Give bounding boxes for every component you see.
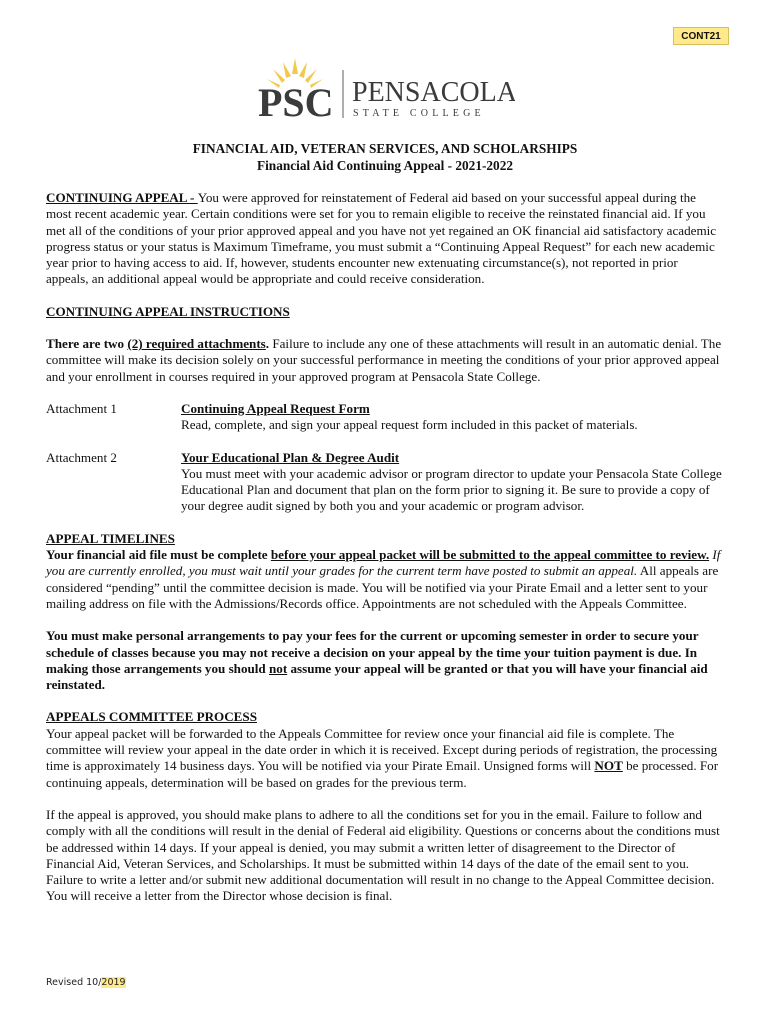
process-paragraph	[46, 726, 722, 791]
attachment-desc: Read, complete, and sign your appeal request form included in this packet of materials.	[181, 417, 638, 433]
instructions-lead-c: .	[265, 336, 270, 352]
timelines-paragraph	[46, 547, 722, 612]
document-body	[46, 190, 722, 905]
logo-subtitle: STATE COLLEGE	[353, 108, 485, 119]
intro-heading: CONTINUING APPEAL -	[46, 190, 198, 205]
arrangements-a: You must make personal arrangements to pay your fees for the current or upcoming semester in order to secure your schedule of classes because you may not receive a decision on your appeal by the time your tuition payment is due. In making those arrangements you should	[46, 628, 699, 676]
sun-icon	[255, 56, 515, 122]
instructions-paragraph	[46, 336, 722, 385]
process-not: NOT	[594, 758, 623, 774]
document-title	[0, 140, 770, 174]
intro-paragraph	[46, 190, 722, 288]
title-line-1: FINANCIAL AID, VETERAN SERVICES, AND SCHOLARSHIPS	[192, 141, 578, 156]
attachment-title: Your Educational Plan & Degree Audit	[181, 449, 400, 465]
timelines-italic: If you are currently enrolled, you must wait until your grades for the current term have posted to submit an appeal.	[46, 547, 721, 579]
timelines-text: All appeals are considered “pending” until the committee decision is made. You will be notified via your Pirate Email and a letter sent to your mailing address on file with the Admissions/Records office. Appointments are not scheduled with the Appeals Committee.	[46, 563, 719, 611]
title-line-2: Financial Aid Continuing Appeal - 2021-2022	[256, 158, 514, 173]
attachment-label: Attachment 1	[46, 400, 117, 416]
intro-text: You were approved for reinstatement of Federal aid based on your successful appeal during the most recent academic year. Certain conditions were set for you to remain eligible to receive the reinstated financial aid. If you met all of the conditions of your prior approved appeal and you have not yet regained an OK financial aid satisfactory academic progress status or your status is Maximum Timeframe, you must submit a “Continuing Appeal Request” for each new academic year prior to having access to aid. If, however, students encounter new extenuating circumstance(s), not reported in prior appeals, an additional appeal would be appropriate and could receive consideration.	[46, 190, 717, 287]
arrangements-not: not	[268, 660, 288, 676]
form-code-badge: CONT21	[673, 27, 729, 45]
logo-letters: PSC	[258, 80, 334, 122]
instructions-text: Failure to include any one of these attachments will result in an automatic denial. The committee will make its decision solely on your successful performance in meeting the conditions of your prior approved appeal and your enrollment in courses required in your approved program at Pensacola State College.	[46, 336, 722, 384]
process-heading: APPEALS COMMITTEE PROCESS	[46, 709, 257, 725]
attachment-1	[46, 401, 722, 434]
attachment-title: Continuing Appeal Request Form	[181, 400, 370, 416]
arrangements-paragraph	[46, 628, 722, 693]
college-logo	[255, 56, 515, 122]
instructions-heading: CONTINUING APPEAL INSTRUCTIONS	[46, 303, 290, 319]
timelines-bold-u: before your appeal packet will be submitted to the appeal committee to review.	[270, 547, 710, 563]
logo-name: PENSACOLA	[352, 77, 515, 108]
approved-paragraph: If the appeal is approved, you should make plans to adhere to all the conditions set for you in the email. Failure to follow and comply with all the conditions will result in the denial of Federal aid eligibility. Questions or concerns about the conditions must be addressed within 14 days. If your appeal is denied, you may submit a written letter of disagreement to the Director of Financial Aid, Veteran Services, and Scholarships. It must be submitted within 14 days of the date of the email sent to you. Failure to write a letter and/or submit new additional documentation will result in no change to the Appeal Committee decision. You will receive a letter from the Director whose decision is final.	[46, 806, 720, 904]
revised-year: 2019	[101, 977, 126, 988]
attachment-desc: You must meet with your academic advisor or program director to update your Pensacola State College Educational Plan and document that plan on the form prior to signing it. Be sure to provide a copy of your degree audit signed by both you and your academic or program advisor.	[181, 465, 722, 514]
revised-label: Revised 10/	[46, 977, 102, 988]
process-text-2: be processed. For continuing appeals, determination will be based on grades for the previous term.	[46, 758, 719, 790]
timelines-bold-a: Your financial aid file must be complete	[46, 547, 271, 563]
attachment-label: Attachment 2	[46, 449, 117, 465]
instructions-lead-a: There are two	[46, 336, 128, 352]
timelines-heading: APPEAL TIMELINES	[46, 530, 175, 546]
revision-footer	[46, 977, 126, 988]
process-text: Your appeal packet will be forwarded to the Appeals Committee for review once your financial aid file is complete. The committee will review your appeal in the date order in which it is received. Except during periods of registration, the processing time is approximately 14 business days. You will be notified via your Pirate Email. Unsigned forms will	[46, 725, 718, 774]
arrangements-b: assume your appeal will be granted or that you will have your financial aid reinstated.	[46, 660, 708, 693]
attachment-2	[46, 450, 722, 515]
instructions-lead-b: (2) required attachments	[127, 336, 266, 352]
